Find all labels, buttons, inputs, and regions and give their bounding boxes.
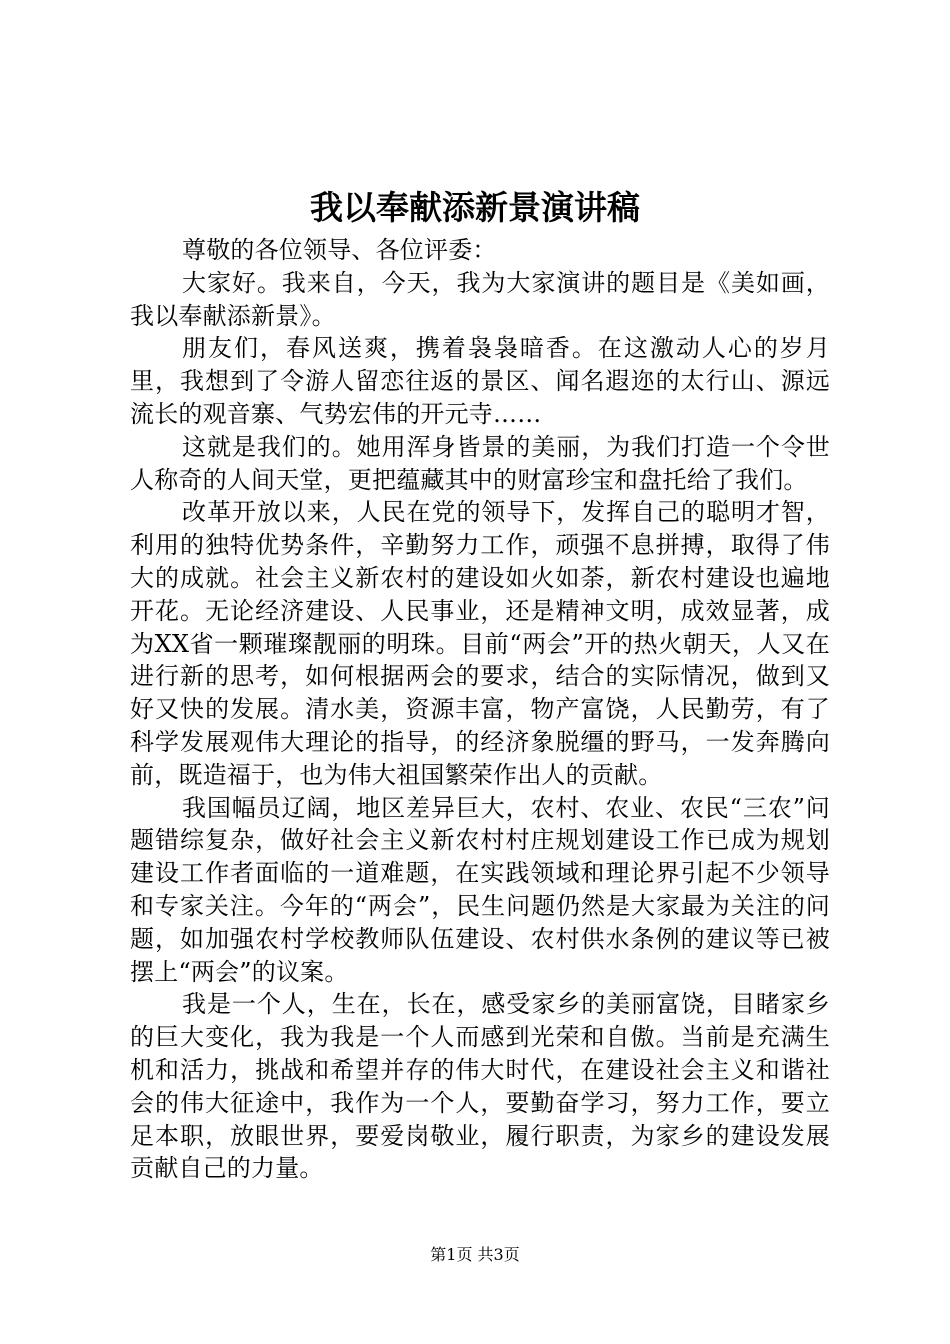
paragraph-rural: 我国幅员辽阔，地区差异巨大，农村、农业、农民“三农”问题错综复杂，做好社会主义新农村村庄规划建设工作已成为规划建设工作者面临的一道难题，在实践领域和理论界引起不少领导和专家关注。今年的“两会”，民生问题仍然是大家最为关注的问题，如加强农村学校教师队伍建设、农村供水条例的建议等已被摆上“两会”的议案。: [130, 793, 830, 986]
page-number-footer: 第1页 共3页: [430, 1245, 520, 1264]
paragraph-spring: 朋友们，春风送爽，携着袅袅暗香。在这激动人心的岁月里，我想到了令游人留恋往返的景区、闻名遐迩的太行山、源远流长的观音寨、气势宏伟的开元寺……: [130, 334, 830, 428]
document-title: 我以奉献添新景演讲稿: [310, 188, 640, 227]
paragraph-paradise: 这就是我们的。她用浑身皆景的美丽，为我们打造一个令世人称奇的人间天堂，更把蕴藏其中的财富珍宝和盘托给了我们。: [130, 432, 830, 494]
document-body: [130, 234, 830, 1185]
paragraph-salutation: 尊敬的各位领导、各位评委：: [182, 236, 497, 264]
paragraph-conclusion: 我是一个人，生在，长在，感受家乡的美丽富饶，目睹家乡的巨大变化，我为我是一个人而感到光荣和自傲。当前是充满生机和活力，挑战和希望并存的伟大时代，在建设社会主义和谐社会的伟大征途中，我作为一个人，要勤奋学习，努力工作，要立足本职，放眼世界，要爱岗敬业，履行职责，为家乡的建设发展贡献自己的力量。: [130, 990, 830, 1183]
paragraph-greeting: 大家好。我来自，今天，我为大家演讲的题目是《美如画，我以奉献添新景》。: [130, 268, 830, 330]
paragraph-reform: 改革开放以来，人民在党的领导下，发挥自己的聪明才智，利用的独特优势条件，辛勤努力工作，顽强不息拼搏，取得了伟大的成就。社会主义新农村的建设如火如荼，新农村建设也遍地开花。无论经济建设、人民事业，还是精神文明，成效显著，成为XX省一颗璀璨靓丽的明珠。目前“两会”开的热火朝天，人又在进行新的思考，如何根据两会的要求，结合的实际情况，做到又好又快的发展。清水美，资源丰富，物产富饶，人民勤劳，有了科学发展观伟大理论的指导，的经济象脱缰的野马，一发奔腾向前，既造福于，也为伟大祖国繁荣作出人的贡献。: [130, 498, 830, 789]
